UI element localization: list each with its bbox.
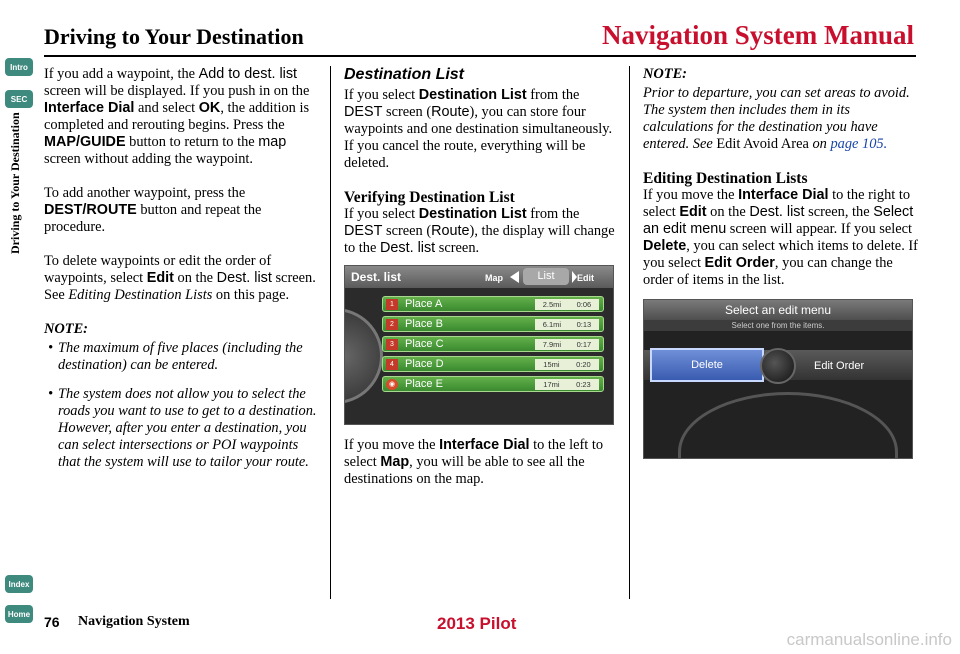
sec-tab[interactable]: SEC	[5, 90, 33, 108]
delete-option[interactable]: Delete	[650, 348, 764, 382]
note-heading: NOTE:	[44, 321, 88, 337]
waypoint-number-badge: 4	[386, 359, 398, 370]
manual-title: Navigation System Manual	[601, 20, 914, 50]
edit-menu-screenshot	[643, 299, 913, 459]
place-name: Place E	[405, 378, 443, 390]
dest-list-header	[345, 266, 613, 288]
paragraph-map-view: If you move the Interface Dial to the left to select Map, you will be able to see all the destinations on the map.	[344, 437, 604, 487]
place-name: Place B	[405, 318, 443, 330]
note-bullet-max-places: • The maximum of five places (including the destination) can be entered.	[44, 340, 319, 374]
edit-menu-subtitle: Select one from the items.	[644, 320, 912, 331]
paragraph-another-waypoint: To add another waypoint, press the DEST/ROUTE button and repeat the procedure.	[44, 185, 262, 235]
place-row[interactable]	[382, 376, 604, 392]
paragraph-editing: If you move the Interface Dial to the right to select Edit on the Dest. list screen, the Select an edit menu screen will appear. If you select Delete, you can select which items to delete. If you select Edit Order, you can change the order of items in the list.	[643, 187, 918, 288]
paragraph-verifying: If you select Destination List from the DEST screen (Route), the display will change to the Dest. list screen.	[344, 206, 615, 256]
home-tab[interactable]: Home	[5, 605, 33, 623]
paragraph-add-waypoint: If you add a waypoint, the Add to dest. list screen will be displayed. If you push in on the Interface Dial and select OK, the addition is completed and rerouting begins. Press the MAP/GUIDE button to return to the map screen without adding the waypoint.	[44, 66, 310, 167]
footer-section: Navigation System	[78, 614, 190, 629]
section-heading-destination-list: Destination List	[344, 66, 465, 83]
column-middle	[344, 66, 616, 488]
place-distance-time: 6.1mi 0:13	[535, 319, 599, 330]
interface-dial-graphic	[678, 392, 898, 459]
edit-menu-title: Select an edit menu	[644, 300, 912, 320]
subheading-verifying: Verifying Destination List	[344, 189, 515, 206]
dest-list-title: Dest. list	[351, 270, 402, 284]
column-divider	[629, 66, 630, 599]
place-distance-time: 15mi 0:20	[535, 359, 599, 370]
place-distance-time: 7.9mi 0:17	[535, 339, 599, 350]
note-heading: NOTE:	[643, 66, 687, 82]
destination-flag-icon: ◉	[386, 379, 398, 390]
intro-tab[interactable]: Intro	[5, 58, 33, 76]
dial-knob-icon	[760, 348, 796, 384]
site-watermark: carmanualsonline.info	[786, 630, 952, 649]
place-distance-time: 2.5mi 0:06	[535, 299, 599, 310]
paragraph-delete-waypoints: To delete waypoints or edit the order of waypoints, select Edit on the Dest. list screen. See Editing Destination Lists on this page.	[44, 253, 316, 303]
place-name: Place C	[405, 338, 444, 350]
place-name: Place A	[405, 298, 443, 310]
map-option[interactable]: Map	[485, 273, 503, 283]
column-divider	[330, 66, 331, 599]
interface-dial-graphic	[344, 308, 383, 404]
page-link[interactable]: page 105.	[830, 136, 888, 152]
place-row[interactable]	[382, 336, 604, 352]
dest-list-screenshot	[344, 265, 614, 425]
waypoint-number-badge: 2	[386, 319, 398, 330]
subheading-editing: Editing Destination Lists	[643, 170, 808, 187]
place-row[interactable]	[382, 356, 604, 372]
place-distance-time: 17mi 0:23	[535, 379, 599, 390]
note-bullet-roads: • The system does not allow you to select the roads you want to use to get to a destination. However, after you enter a destination, you can select intersections or POI waypoints that the system will use to tailor your route.	[44, 386, 319, 471]
place-name: Place D	[405, 358, 444, 370]
waypoint-number-badge: 1	[386, 299, 398, 310]
left-arrow-icon	[510, 271, 519, 283]
page-number: 76	[44, 614, 60, 630]
column-left	[44, 66, 319, 483]
waypoint-number-badge: 3	[386, 339, 398, 350]
index-tab[interactable]: Index	[5, 575, 33, 593]
edit-option[interactable]: Edit	[577, 273, 594, 283]
list-button[interactable]: List	[523, 268, 569, 285]
note-avoid-areas: Prior to departure, you can set areas to avoid. The system then includes them in its calculations for the destination you have entered. See Edit Avoid Area on page 105.	[643, 85, 910, 152]
place-row[interactable]	[382, 296, 604, 312]
edit-order-option[interactable]: Edit Order	[814, 360, 865, 372]
column-right	[643, 66, 918, 459]
place-row[interactable]	[382, 316, 604, 332]
model-label: 2013 Pilot	[437, 614, 517, 633]
page-header-title: Driving to Your Destination	[44, 24, 304, 49]
chapter-side-label: Driving to Your Destination	[8, 112, 22, 254]
paragraph-destination-list: If you select Destination List from the DEST screen (Route), you can store four waypoints and one destination simultaneously. If you cancel the route, everything will be deleted.	[344, 87, 613, 171]
header-divider	[44, 55, 916, 57]
